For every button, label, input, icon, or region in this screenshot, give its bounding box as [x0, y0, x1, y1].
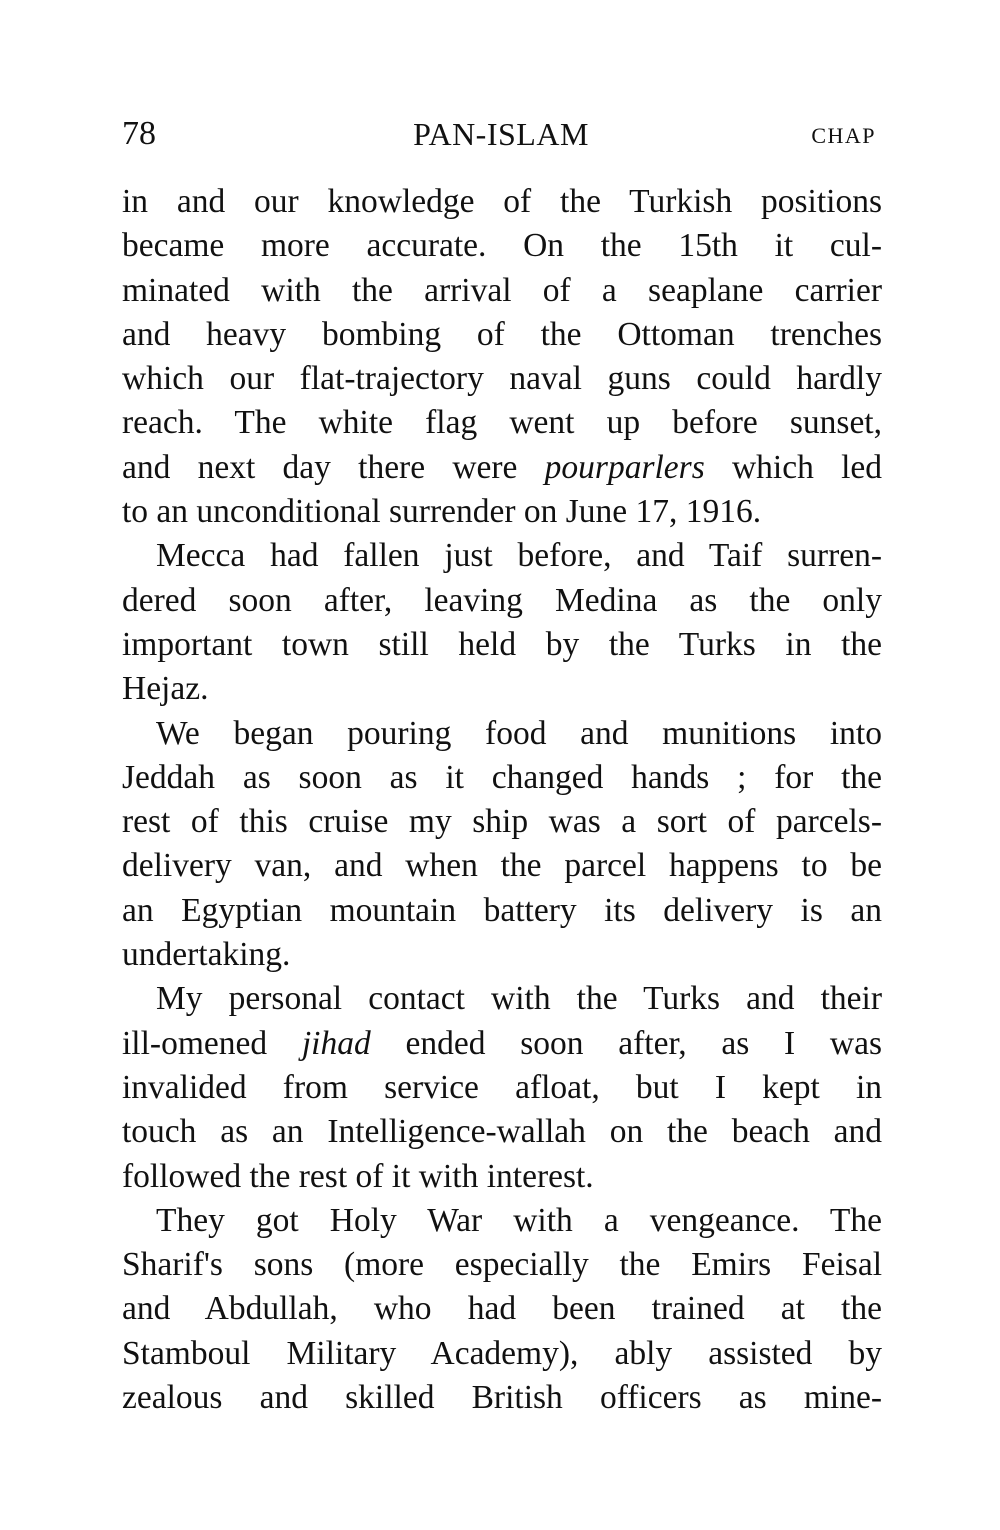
text-line: They got Holy War with a vengeance. The	[156, 1201, 882, 1239]
running-head	[122, 112, 880, 156]
text-line: My personal contact with the Turks and their	[156, 980, 882, 1018]
text-line: Stamboul Military Academy), ably assisted by	[122, 1334, 882, 1372]
text-line: rest of this cruise my ship was a sort of parcels-	[122, 803, 882, 841]
text-line: Sharif's sons (more especially the Emirs Feisal	[122, 1246, 882, 1284]
text-line: zealous and skilled British officers as mine-	[122, 1379, 882, 1417]
chapter-label: CHAP	[811, 123, 876, 148]
text-line: became more accurate. On the 15th it cul-	[122, 227, 882, 265]
text-line: touch as an Intelligence-wallah on the beach and	[122, 1113, 882, 1151]
text-segment: and next day there were	[122, 448, 545, 486]
paragraph	[122, 534, 882, 711]
running-title: PAN-ISLAM	[413, 116, 589, 152]
text-line: to an unconditional surrender on June 17, 1916.	[122, 493, 762, 531]
body-text	[122, 180, 882, 1420]
text-line: an Egyptian mountain battery its delivery is an	[122, 891, 882, 929]
text-line: dered soon after, leaving Medina as the only	[122, 581, 882, 619]
text-line: invalided from service afloat, but I kept in	[122, 1068, 882, 1106]
paragraph	[122, 712, 882, 978]
text-line: important town still held by the Turks in the	[122, 625, 882, 663]
paragraph	[122, 180, 882, 534]
text-line: which our flat-trajectory naval guns could hardly	[122, 360, 882, 398]
italic-word: pourparlers	[544, 448, 705, 486]
text-line: followed the rest of it with interest.	[122, 1157, 594, 1195]
italic-word: jihad	[301, 1024, 371, 1062]
paragraph	[122, 977, 882, 1198]
text-line: undertaking.	[122, 936, 291, 974]
text-segment: which led	[704, 448, 883, 486]
text-line: Jeddah as soon as it changed hands ; for the	[122, 758, 882, 796]
page-number: 78	[122, 115, 156, 152]
text-line: Mecca had fallen just before, and Taif surren-	[156, 537, 882, 575]
paragraph	[122, 1199, 882, 1420]
text-segment: ended soon after, as I was	[370, 1024, 883, 1062]
text-line: and Abdullah, who had been trained at the	[122, 1290, 882, 1328]
text-line: minated with the arrival of a seaplane carrier	[122, 271, 882, 309]
text-line	[122, 446, 882, 490]
text-line	[122, 1022, 882, 1066]
text-line: in and our knowledge of the Turkish positions	[122, 183, 882, 220]
text-line: reach. The white flag went up before sunset,	[122, 404, 882, 442]
text-line: We began pouring food and munitions into	[156, 714, 882, 752]
text-line: delivery van, and when the parcel happens to be	[122, 847, 882, 885]
text-segment: ill-omened	[122, 1024, 302, 1062]
text-line: and heavy bombing of the Ottoman trenches	[122, 315, 882, 353]
text-line: Hejaz.	[122, 670, 209, 708]
